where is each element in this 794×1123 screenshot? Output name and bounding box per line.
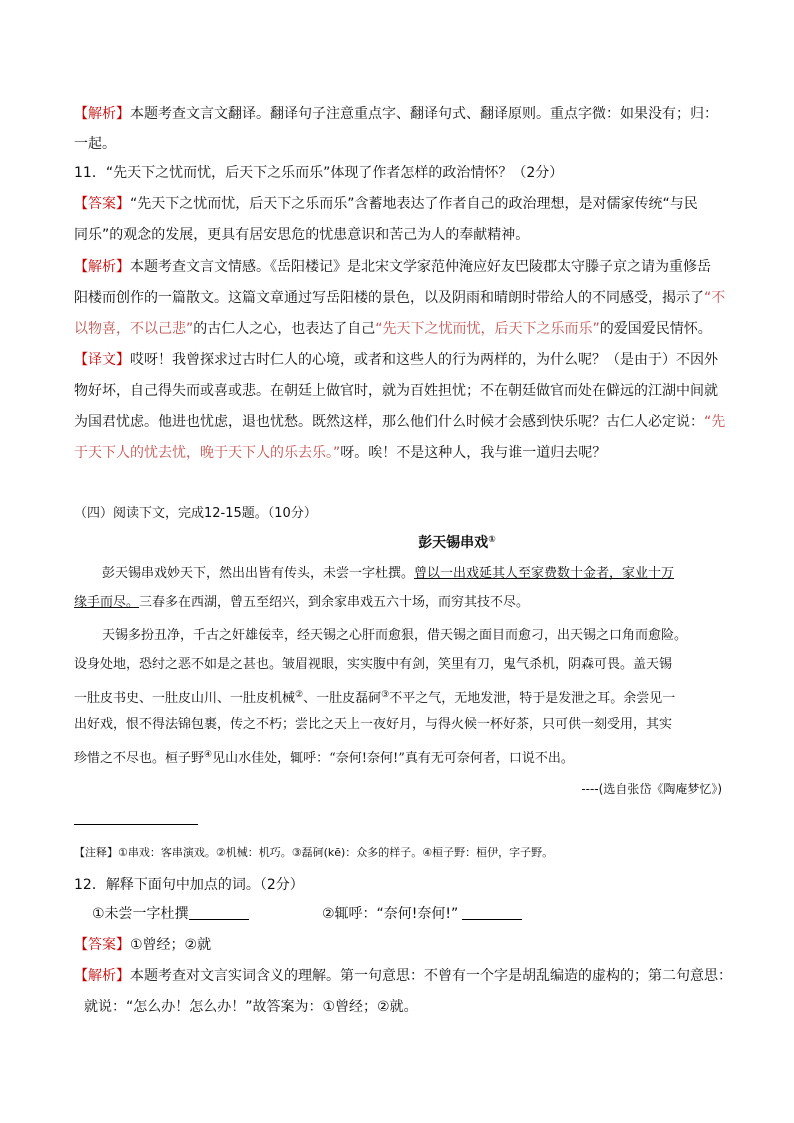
quote-red: “先: [704, 414, 726, 430]
footnote-marker: ②: [295, 690, 304, 700]
passage-text: 彭天锡串戏妙天下，然出出皆有传头，未尝一字杜撰。: [102, 566, 415, 581]
translation-line-3: [74, 412, 725, 432]
footnote-marker: ④: [204, 750, 213, 760]
analysis-11-line-2: [74, 288, 725, 308]
analysis-text: 本题考查文言文翻译。翻译句子注意重点字、翻译句式、翻译原则。重点字微：如果没有；归：: [130, 106, 718, 122]
passage-title-text: 彭天锡串戏: [418, 535, 489, 551]
analysis-11-line-3: [74, 319, 712, 339]
analysis-10-line-1: [74, 104, 718, 124]
answer-text: ①曾经；②就: [130, 937, 212, 953]
translation-tag: 【译文】: [74, 352, 130, 368]
analysis-text: 阳楼而创作的一篇散文。这篇文章通过写岳阳楼的景色，以及阴雨和晴朗时带给人的不同感受，揭示了: [74, 290, 704, 306]
answer-tag: 【答案】: [74, 937, 130, 953]
passage-text: 见山水佳处，辄呼：“奈何!奈何!”真有无可奈何者，口说不出。: [212, 751, 574, 766]
answer-tag: 【答案】: [74, 196, 130, 212]
answer-12: [74, 935, 211, 955]
translation-text: 为国君忧虑。他进也忧虑，退也忧愁。既然这样，那么他们什么时候才会感到快乐呢？古仁人必定说：: [74, 414, 704, 430]
analysis-text: 的爱国爱民情怀。: [599, 321, 712, 337]
analysis-11-line-1: [74, 257, 711, 277]
answer-11-line-1: [74, 194, 698, 214]
passage-text: 珍惜之不尽也。桓子野: [74, 751, 205, 766]
analysis-10-line-2: 一起。: [74, 136, 116, 152]
question-12-item-1: [92, 904, 249, 924]
analysis-text: 本题考查文言文情感。《岳阳楼记》是北宋文学家范仲淹应好友巴陵郡太守滕子京之请为重修岳: [130, 259, 711, 275]
analysis-12-line-2: 就说：“怎么办！怎么办！”故答案为：①曾经；②就。: [84, 999, 418, 1015]
passage-text: 三春多在西湖，曾五至绍兴，到余家串戏五六十场，而穷其技不尽。: [139, 595, 530, 610]
analysis-12-line-1: [74, 966, 732, 986]
question-12: 12．解释下面句中加点的词。（2分）: [74, 877, 304, 893]
passage-p1-line-2: [74, 593, 529, 613]
underlined-sentence: 缘手而尽。: [74, 595, 140, 610]
footnote-marker: ③: [381, 690, 390, 700]
passage-p2-line-4: 出好戏，恨不得法锦包裹，传之不朽；尝比之天上一夜好月，与得火候一杯好茶，只可供一刻受用，其实: [74, 717, 673, 732]
translation-line-1: [74, 350, 718, 370]
footnote-divider: [74, 824, 198, 825]
analysis-text: 本题考查对文言实词含义的理解。第一句意思：不曾有一个字是胡乱编造的虚构的；第二句意思：: [130, 968, 732, 984]
passage-p2-line-5: [74, 745, 574, 769]
passage-p1-line-1: [102, 564, 674, 584]
item-text: ②辄呼：“奈何!奈何!”: [322, 906, 459, 922]
analysis-text: 的古仁人之心，也表达了自己: [193, 321, 376, 337]
answer-blank-2[interactable]: [462, 905, 522, 920]
passage-p2-line-1: 天锡多扮丑净，千古之奸雄佞幸，经天锡之心肝而愈狠，借天锡之面目而愈刁，出天锡之口角而愈险。: [102, 628, 688, 643]
quote-red: “先天下之忧而忧，后天下之乐而乐”: [375, 321, 600, 337]
analysis-tag: 【解析】: [74, 259, 130, 275]
passage-source: ----(选自张岱《陶庵梦忆》): [581, 782, 722, 796]
item-text: ①未尝一字杜撰: [92, 906, 189, 922]
translation-text: 哎呀！我曾探求过古时仁人的心境，或者和这些人的行为两样的，为什么呢？（是由于）不因外: [130, 352, 718, 368]
footnote-marker: ①: [488, 535, 496, 545]
analysis-tag: 【解析】: [74, 968, 130, 984]
quote-red: 于天下人的忧去忧，晚于天下人的乐去乐。”: [74, 445, 341, 461]
footnotes: 【注释】①串戏：客串演戏。②机械：机巧。③磊砢(kē)：众多的样子。④桓子野：桓伊，字子野。: [74, 846, 554, 859]
quote-red: 以物喜，不以己悲”: [74, 321, 194, 337]
passage-text: 不平之气，无地发泄，特于是发泄之耳。余尝见一: [389, 691, 676, 706]
translation-text: 呀。唉！不是这种人，我与谁一道归去呢？: [340, 445, 607, 461]
quote-red: “不: [704, 290, 726, 306]
analysis-tag: 【解析】: [74, 106, 130, 122]
passage-text: 一肚皮书史、一肚皮山川、一肚皮机械: [74, 691, 296, 706]
passage-p2-line-3: [74, 685, 675, 709]
translation-line-4: [74, 443, 606, 463]
passage-p2-line-2: 设身处地，恐纣之恶不如是之甚也。皱眉视眼，实实腹中有剑，笑里有刀，鬼气杀机，阴森可畏。盖天锡: [74, 657, 673, 672]
question-12-item-2: [322, 904, 522, 924]
section-4-heading: （四）阅读下文，完成12-15题。（10分）: [74, 506, 317, 521]
underlined-sentence: 曾以一出戏延其人至家费数十金者，家业十万: [414, 566, 675, 581]
translation-line-2: 物好坏，自己得失而或喜或悲。在朝廷上做官时，就为百姓担忧；不在朝廷做官而处在僻远的江湖中间就: [74, 383, 718, 399]
question-11: 11．“先天下之忧而忧，后天下之乐而乐”体现了作者怎样的政治情怀？（2分）: [74, 165, 564, 181]
answer-blank-1[interactable]: [189, 905, 249, 920]
answer-11-line-2: 同乐”的观念的发展，更具有居安思危的忧患意识和苦己为人的奉献精神。: [74, 227, 530, 243]
passage-title: [0, 532, 794, 552]
answer-text: “先天下之忧而忧，后天下之乐而乐”含蓄地表达了作者自己的政治理想，是对儒家传统“与民: [130, 196, 698, 212]
passage-text: 、一肚皮磊砢: [303, 691, 382, 706]
